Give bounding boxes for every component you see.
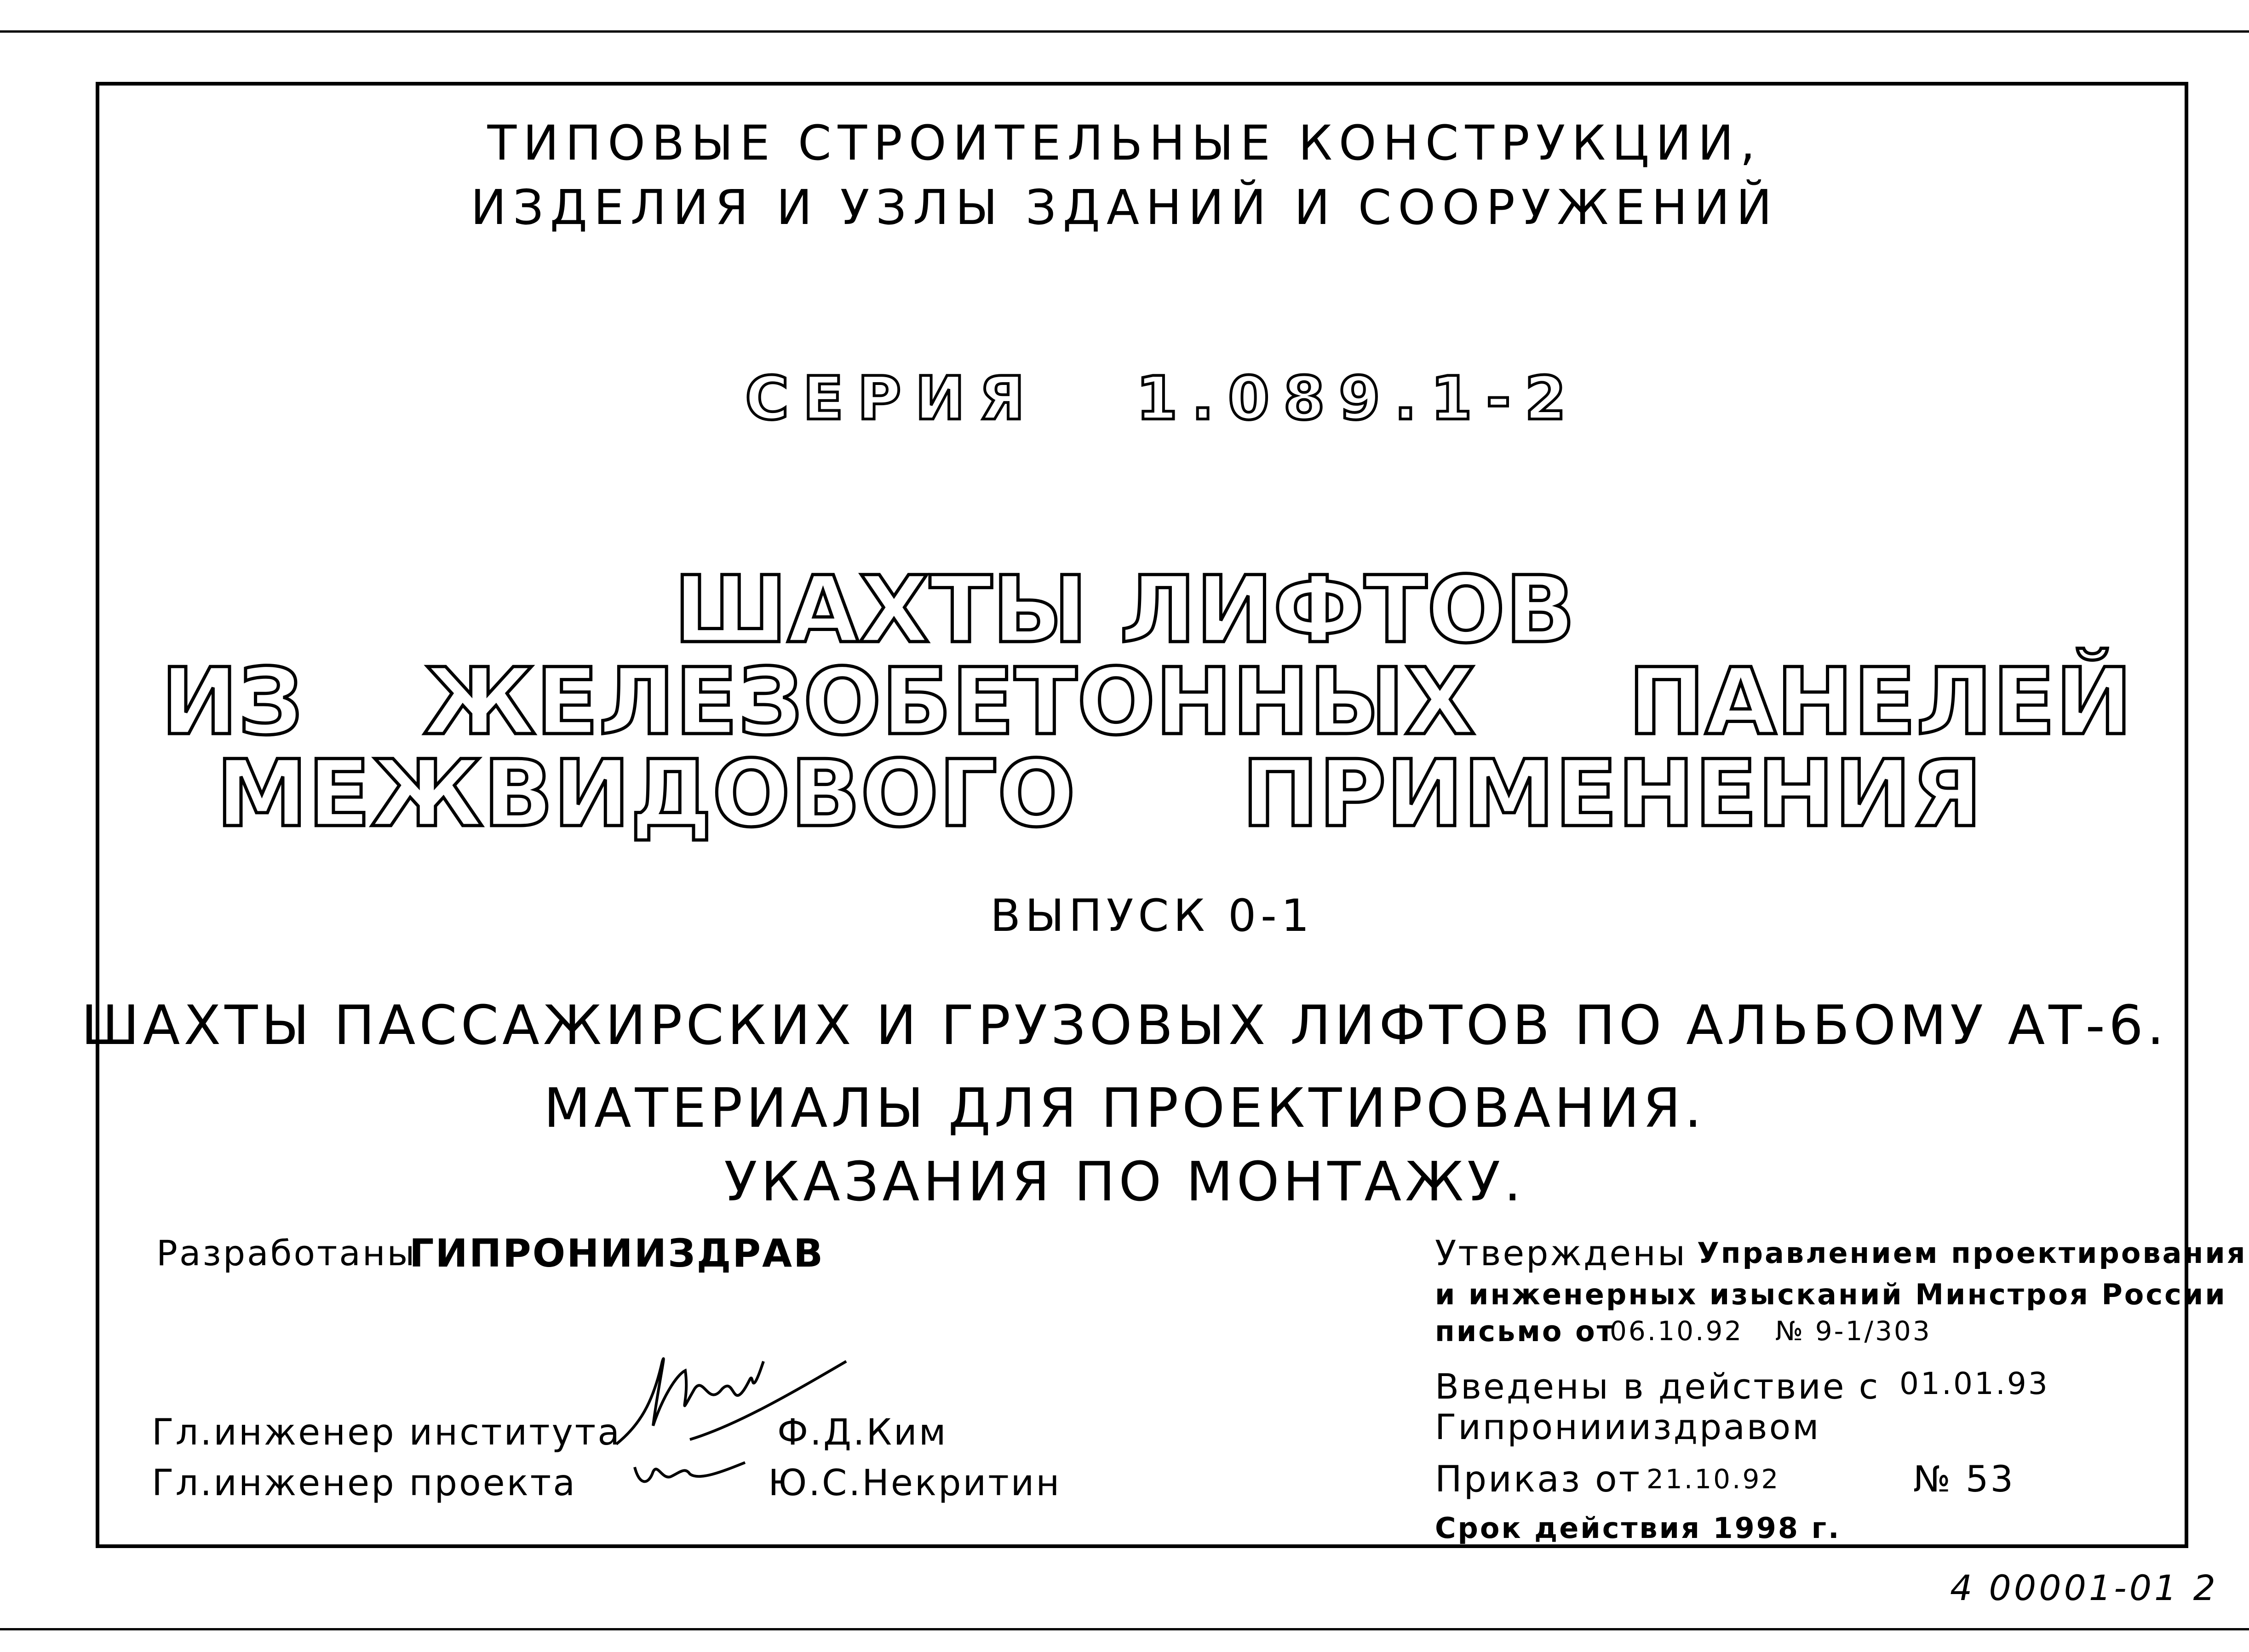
enacted-by: Гипрониииздравом: [1435, 1406, 1821, 1447]
approval-line-1: Управлением проектирования: [1697, 1236, 2247, 1270]
signatory-role-1: Гл.инженер института: [152, 1412, 621, 1453]
title-line-2-a: ИЗ: [161, 648, 304, 756]
developer-org: ГИПРОНИИЗДРАВ: [409, 1231, 825, 1276]
signature-project-engineer: [630, 1453, 750, 1495]
order-label: Приказ от: [1435, 1459, 1642, 1500]
approval-letter-number: № 9-1/303: [1775, 1315, 1932, 1347]
developed-label: Разработаны: [156, 1233, 417, 1273]
header-line-2: ИЗДЕЛИЯ И УЗЛЫ ЗДАНИЙ И СООРУЖЕНИЙ: [470, 179, 1779, 235]
top-page-rule: [0, 30, 2249, 33]
approval-line-3-prefix: письмо от: [1435, 1314, 1615, 1348]
document-code: 4 00001-01 2: [1950, 1567, 2218, 1608]
enacted-prefix: Введены в действие с: [1435, 1366, 1880, 1407]
description-line-1: ШАХТЫ ПАССАЖИРСКИХ И ГРУЗОВЫХ ЛИФТОВ ПО АЛЬБОМУ АТ-6.: [81, 993, 2168, 1057]
header-line-1: ТИПОВЫЕ СТРОИТЕЛЬНЫЕ КОНСТРУКЦИИ,: [487, 115, 1762, 171]
title-line-2-c: ПАНЕЛЕЙ: [1628, 648, 2133, 756]
validity-period: Срок действия 1998 г.: [1435, 1511, 1841, 1545]
signatory-role-2: Гл.инженер проекта: [152, 1463, 577, 1504]
order-date: 21.10.92: [1647, 1463, 1780, 1495]
approval-line-2: и инженерных изысканий Минстроя России: [1435, 1278, 2227, 1311]
enacted-date: 01.01.93: [1899, 1366, 2049, 1401]
approval-letter-date: 06.10.92: [1610, 1315, 1744, 1347]
signatory-name-1: Ф.Д.Ким: [777, 1412, 948, 1453]
approval-label: Утверждены: [1435, 1233, 1687, 1273]
issue-number: ВЫПУСК 0-1: [990, 890, 1314, 941]
title-line-2-b: ЖЕЛЕЗОБЕТОННЫХ: [423, 648, 1475, 756]
bottom-page-rule: [0, 1628, 2249, 1630]
description-line-3: УКАЗАНИЯ ПО МОНТАЖУ.: [724, 1150, 1525, 1213]
description-line-2: МАТЕРИАЛЫ ДЛЯ ПРОЕКТИРОВАНИЯ.: [544, 1076, 1705, 1140]
series-number: 1.089.1-2: [1136, 363, 1580, 433]
title-line-1: ШАХТЫ ЛИФТОВ: [673, 556, 1576, 664]
title-line-3-b: ПРИМЕНЕНИЯ: [1242, 740, 1982, 848]
order-number: № 53: [1913, 1459, 2015, 1500]
title-line-3-a: МЕЖВИДОВОГО: [216, 740, 1076, 848]
series-label: СЕРИЯ: [745, 363, 1039, 433]
signatory-name-2: Ю.С.Некритин: [768, 1463, 1061, 1504]
